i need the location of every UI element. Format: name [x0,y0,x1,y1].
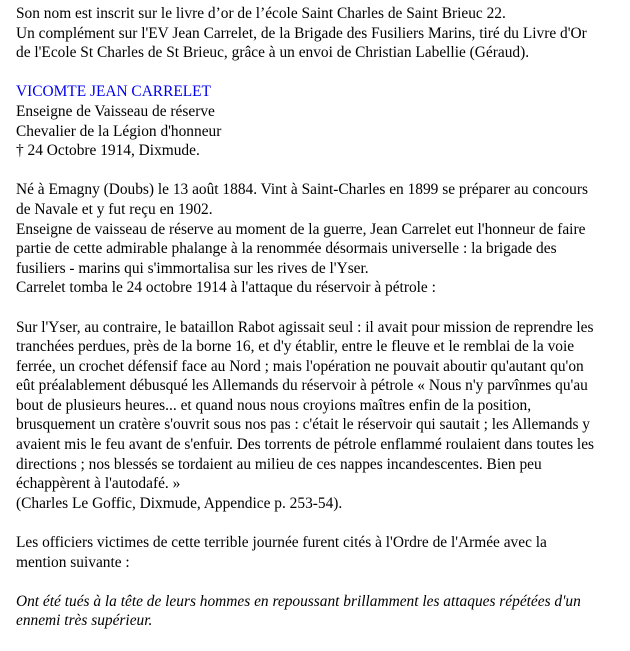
intro-paragraph [16,4,622,63]
bio-line: Enseigne de vaisseau de réserve au moment de la guerre, Jean Carrelet eut l'honneur de faire [16,220,586,238]
intro-line: de l'Ecole St Charles de St Brieuc, grâce à un envoi de Christian Labellie (Géraud). [16,44,530,62]
citation-text-line: ennemi très supérieur. [16,612,153,630]
person-header [16,82,622,160]
person-honour: Chevalier de la Légion d'honneur [16,122,222,140]
citation-text [16,592,622,631]
intro-line: Son nom est inscrit sur le livre d’or de l’école Saint Charles de Saint Brieuc 22. [16,5,506,22]
bio-line: de Navale et y fut reçu en 1902. [16,200,213,218]
quote-line: brusquement un cratère s'ouvrit sous nos pas : c'était le réservoir qui sautait ; les Allemands y [16,416,591,434]
bio-line: partie de cette admirable phalange à la renommée désormais universelle : la brigade des [16,240,557,258]
bio-line: Carrelet tomba le 24 octobre 1914 à l'attaque du réservoir à pétrole : [16,279,436,297]
person-name-line [16,82,622,102]
citation-line: Les officiers victimes de cette terrible journée furent cités à l'Ordre de l'Armée avec la [16,534,547,552]
quote-line: ferrée, un crochet défensif face au Nord ; mais l'opération ne pouvait aboutir qu'autant qu'on [16,357,584,375]
quote-line: bout de plusieurs heures... et quand nous nous croyions maîtres enfin de la position, [16,396,532,414]
bio-line: Né à Emagny (Doubs) le 13 août 1884. Vint à Saint-Charles en 1899 se préparer au concours [16,181,588,199]
intro-line: Un complément sur l'EV Jean Carrelet, de la Brigade des Fusiliers Marins, tiré du Livre d'Or [16,24,587,42]
bio-line: fusiliers - marins qui s'immortalisa sur les rives de l'Yser. [16,259,369,277]
citation-line: mention suivante : [16,553,130,571]
citation-text-line: Ont été tués à la tête de leurs hommes en repoussant brillamment les attaques répétées d'un [16,592,581,610]
quote-line: tranchées perdues, près de la borne 16, et d'y établir, entre le fleuve et le remblai de la voie [16,338,575,356]
quote-line: Sur l'Yser, au contraire, le bataillon Rabot agissait seul : il avait pour mission de reprendre les [16,318,594,336]
quote-source: (Charles Le Goffic, Dixmude, Appendice p. 253-54). [16,494,343,512]
person-name-link[interactable]: VICOMTE JEAN CARRELET [16,83,211,101]
document-page [16,4,622,651]
quote-line: échappèrent à l'autodafé. » [16,475,181,493]
citation-intro [16,533,622,572]
person-death: † 24 Octobre 1914, Dixmude. [16,142,200,160]
bio-paragraph [16,180,622,298]
quote-line: avaient mis le feu avant de s'enfuir. Des torrents de pétrole enflammé roulaient dans toutes les [16,436,595,454]
quote-line: eût préalablement débusqué les Allemands du réservoir à pétrole « Nous n'y parvînmes qu'au [16,377,588,395]
quote-paragraph [16,318,622,514]
quote-line: directions ; nos blessés se tordaient au milieu de ces nappes incandescentes. Bien peu [16,455,542,473]
person-rank: Enseigne de Vaisseau de réserve [16,102,215,120]
